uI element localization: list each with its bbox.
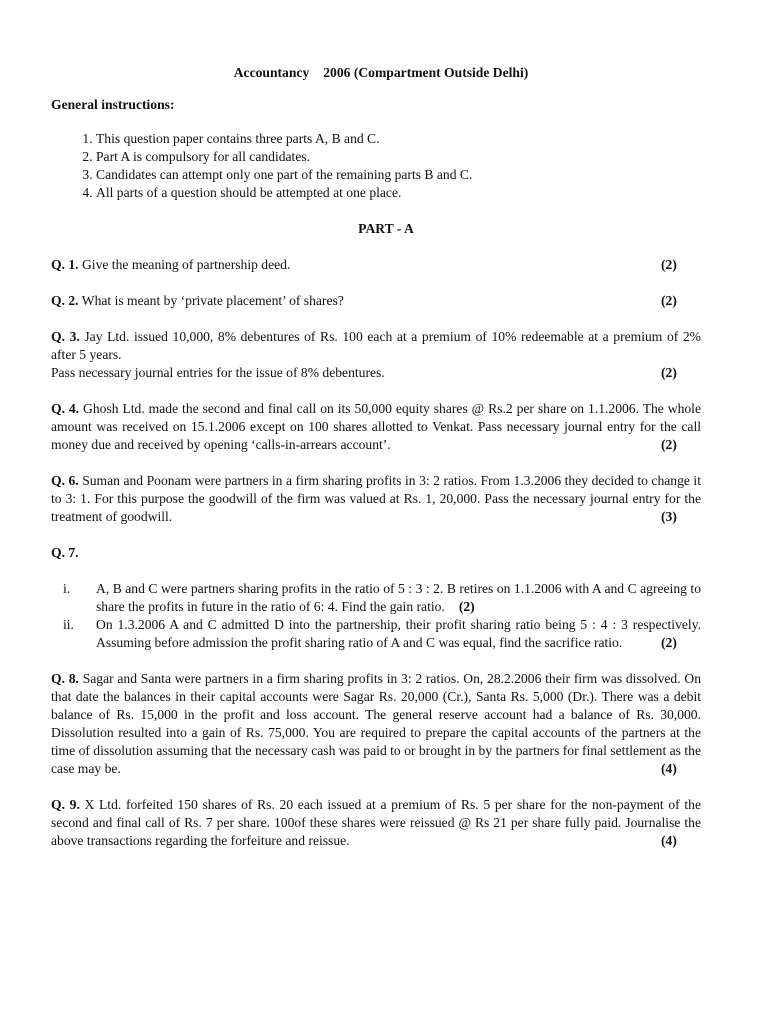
sub-question — [51, 616, 701, 652]
sub-question-text: A, B and C were partners sharing profits in the ratio of 5 : 3 : 2. B retires on 1.1.2006 with A and C agreeing to share the profits in future in the ratio of 6: 4. Find the gain ratio. — [96, 581, 701, 614]
question-text: Ghosh Ltd. made the second and final call on its 50,000 equity shares @ Rs.2 per share on 1.1.2006. The whole amount was received on 15.1.2006 except on 100 shares allotted to Venkat. Pass necessary journal entry for the call money due and received by opening ‘calls-in-arrears account’. — [51, 401, 701, 452]
question-text: Suman and Poonam were partners in a firm sharing profits in 3: 2 ratios. From 1.3.2006 they decided to change it to 3: 1. For this purpose the goodwill of the firm was valued at Rs. 1, 20,000. Pass the necessary journal entry for the treatment of goodwill. — [51, 473, 701, 524]
question-text: Jay Ltd. issued 10,000, 8% debentures of Rs. 100 each at a premium of 10% redeemable at a premium of 2% after 5 years. — [51, 329, 701, 362]
question-6 — [51, 472, 701, 526]
instruction-item: 3. Candidates can attempt only one part of the remaining parts B and C. — [96, 166, 701, 184]
instructions-list — [51, 130, 701, 202]
question-number: Q. 8. — [51, 671, 79, 686]
instruction-item: 2. Part A is compulsory for all candidates. — [96, 148, 701, 166]
question-paper — [51, 64, 701, 868]
question-3 — [51, 328, 701, 382]
marks: (2) — [458, 599, 475, 614]
question-1 — [51, 256, 701, 274]
question-text: What is meant by ‘private placement’ of shares? — [81, 293, 344, 308]
question-2 — [51, 292, 701, 310]
question-text-continued: Pass necessary journal entries for the issue of 8% debentures. — [51, 365, 385, 380]
instruction-item: 4. All parts of a question should be attempted at one place. — [96, 184, 701, 202]
question-4 — [51, 400, 701, 454]
question-number: Q. 9. — [51, 797, 80, 812]
question-7 — [51, 580, 701, 652]
marks: (4) — [661, 761, 677, 776]
sub-question — [51, 580, 701, 616]
part-heading: PART - A — [358, 221, 414, 236]
question-text: Give the meaning of partnership deed. — [81, 257, 291, 272]
instruction-item: 1. This question paper contains three parts A, B and C. — [96, 130, 701, 148]
marks: (2) — [661, 437, 677, 452]
title-subject: Accountancy — [233, 65, 310, 80]
question-9 — [51, 796, 701, 850]
general-instructions-heading: General instructions: — [51, 97, 175, 112]
marks: (2) — [661, 635, 677, 650]
marks: (2) — [661, 293, 677, 308]
question-number: Q. 1. — [51, 257, 79, 272]
question-number: Q. 3. — [51, 329, 80, 344]
title-rest: 2006 (Compartment Outside Delhi) — [323, 65, 529, 80]
question-8 — [51, 670, 701, 778]
marks: (4) — [661, 833, 677, 848]
sub-question-number: i. — [63, 581, 71, 596]
sub-question-list — [51, 580, 701, 652]
marks: (3) — [661, 509, 677, 524]
marks: (2) — [661, 365, 677, 380]
sub-question-text: On 1.3.2006 A and C admitted D into the partnership, their profit sharing ratio being 5 : 4 : 3 respectively. Assuming before admission the profit sharing ratio of A and C was equal, find the sacrifice ratio. — [96, 617, 701, 650]
question-text: X Ltd. forfeited 150 shares of Rs. 20 each issued at a premium of Rs. 5 per share for the non-payment of the second and final call of Rs. 7 per share. 100of these shares were reissued @ Rs 21 per share fully paid. Journalise the above transactions regarding the forfeiture and reissue. — [51, 797, 701, 848]
marks: (2) — [661, 257, 677, 272]
question-text: Sagar and Santa were partners in a firm sharing profits in 3: 2 ratios. On, 28.2.2006 their firm was dissolved. On that date the balances in their capital accounts were Sagar Rs. 20,000 (Cr.), Santa Rs. 5,000 (Dr.). There was a debit balance of Rs. 15,000 in the profit and loss account. The general reserve account had a balance of Rs. 30,000. Dissolution resulted into a gain of Rs. 75,000. You are required to prepare the capital accounts of the partners at the time of dissolution assuming that the necessary cash was paid to or brought in by the partners for final settlement as the case may be. — [51, 671, 701, 776]
sub-question-number: ii. — [63, 617, 74, 632]
page-title — [51, 64, 701, 82]
question-7-number: Q. 7. — [51, 545, 79, 560]
question-number: Q. 6. — [51, 473, 79, 488]
question-number: Q. 4. — [51, 401, 80, 416]
question-number: Q. 2. — [51, 293, 79, 308]
